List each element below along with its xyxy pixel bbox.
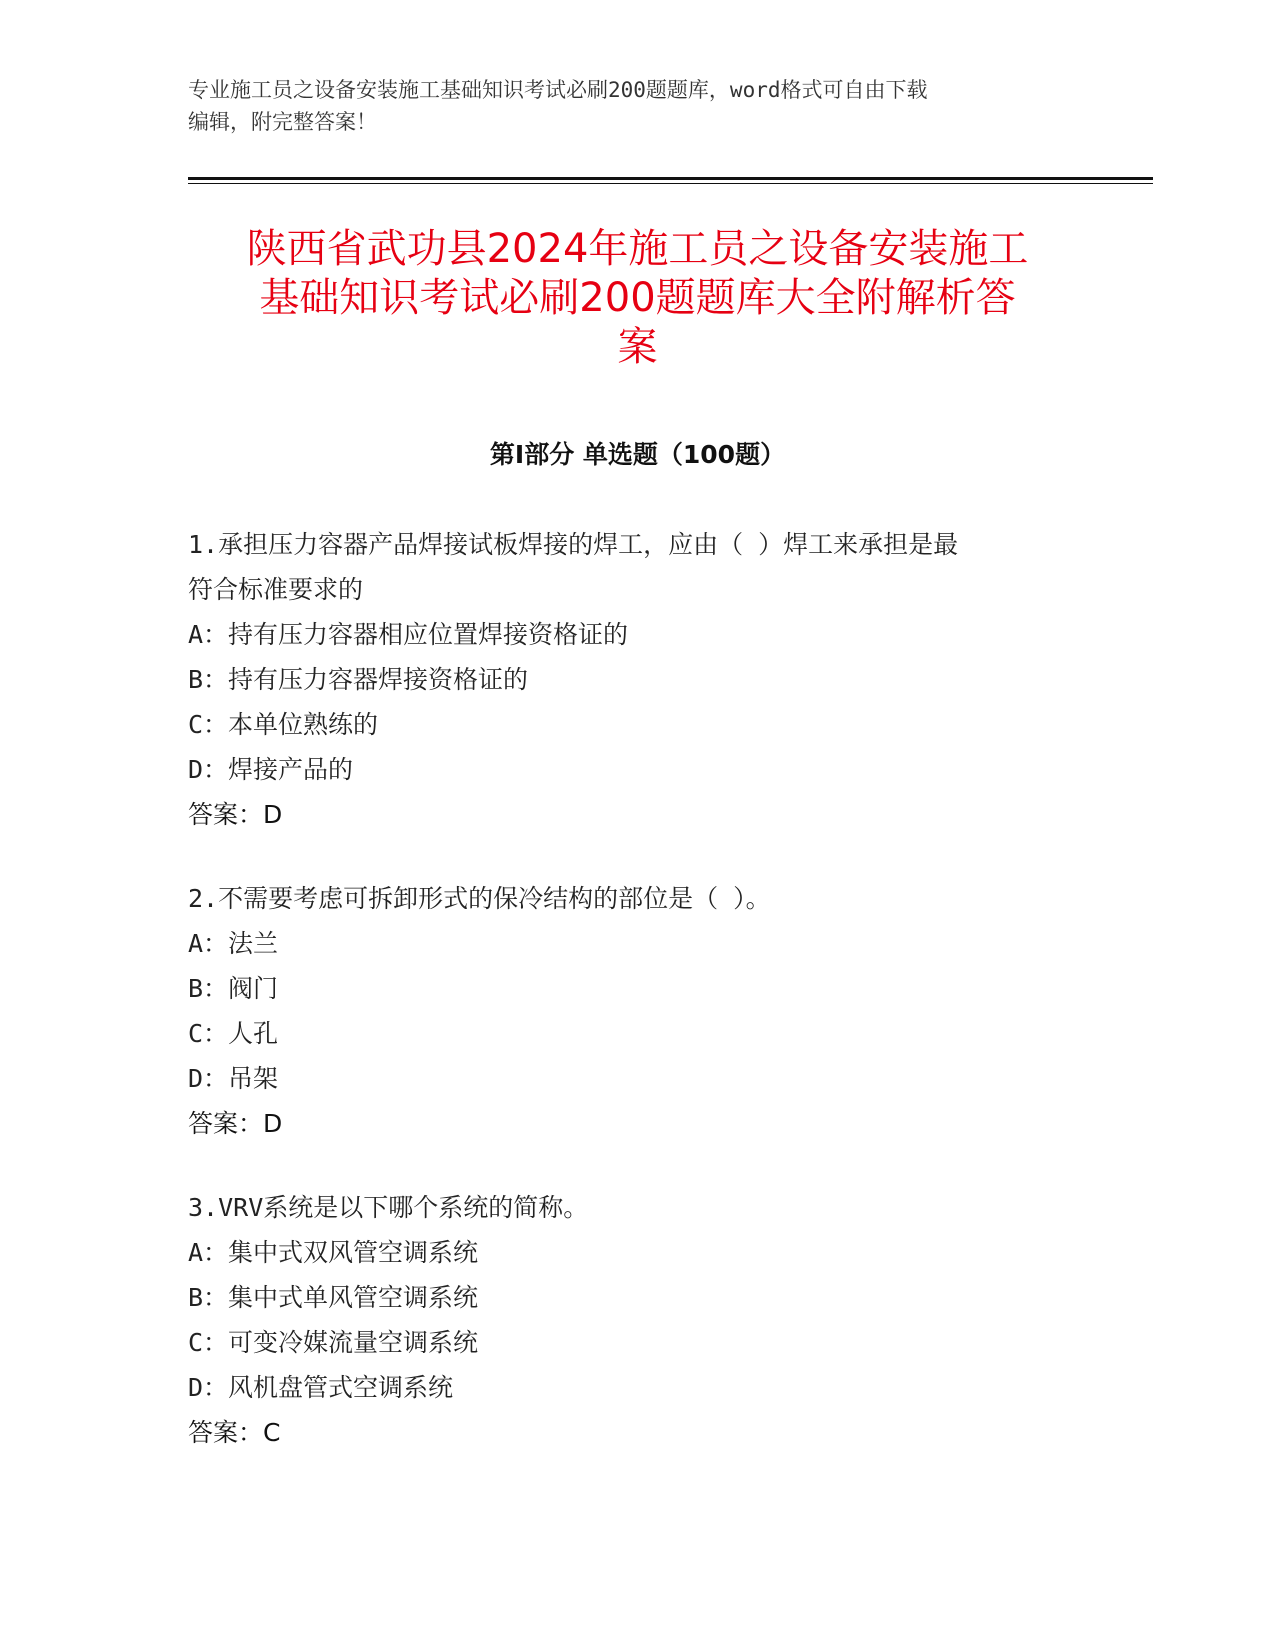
question-1 bbox=[188, 522, 1088, 837]
answer: 答案：C bbox=[188, 1418, 281, 1447]
title-line-1: 陕西省武功县2024年施工员之设备安装施工 bbox=[246, 226, 1029, 272]
title-line-2: 基础知识考试必刷200题题库大全附解析答 bbox=[259, 275, 1016, 321]
option-a: A：集中式双风管空调系统 bbox=[188, 1238, 479, 1267]
question-2 bbox=[188, 876, 1088, 1146]
header-note bbox=[188, 74, 1088, 138]
title-line-3: 案 bbox=[617, 324, 658, 370]
header-note-line-1: 专业施工员之设备安装施工基础知识考试必刷200题题库，word格式可自由下载 bbox=[188, 78, 928, 102]
option-b: B：阀门 bbox=[188, 974, 279, 1003]
option-d: D：焊接产品的 bbox=[188, 755, 354, 784]
question-stem-line-1: 1.承担压力容器产品焊接试板焊接的焊工，应由（ ）焊工来承担是最 bbox=[188, 530, 959, 559]
option-c: C：本单位熟练的 bbox=[188, 710, 379, 739]
option-c: C：人孔 bbox=[188, 1019, 279, 1048]
header-note-line-2: 编辑，附完整答案！ bbox=[188, 110, 377, 134]
document-title bbox=[180, 225, 1095, 372]
section-title: 第Ⅰ部分 单选题（100题） bbox=[489, 440, 786, 469]
header-rule-thin bbox=[188, 183, 1153, 184]
option-c: C：可变冷媒流量空调系统 bbox=[188, 1328, 479, 1357]
question-3 bbox=[188, 1185, 1088, 1455]
question-stem-line-2: 符合标准要求的 bbox=[188, 575, 364, 604]
question-stem-line-1: 3.VRV系统是以下哪个系统的简称。 bbox=[188, 1193, 589, 1222]
option-d: D：风机盘管式空调系统 bbox=[188, 1373, 454, 1402]
option-b: B：集中式单风管空调系统 bbox=[188, 1283, 479, 1312]
option-a: A：法兰 bbox=[188, 929, 279, 958]
option-d: D：吊架 bbox=[188, 1064, 279, 1093]
header-rule-thick bbox=[188, 177, 1153, 180]
answer: 答案：D bbox=[188, 800, 283, 829]
question-stem-line-1: 2.不需要考虑可拆卸形式的保冷结构的部位是（ ）。 bbox=[188, 884, 771, 913]
option-a: A：持有压力容器相应位置焊接资格证的 bbox=[188, 620, 629, 649]
answer: 答案：D bbox=[188, 1109, 283, 1138]
question-list bbox=[188, 522, 1088, 1494]
option-b: B：持有压力容器焊接资格证的 bbox=[188, 665, 529, 694]
